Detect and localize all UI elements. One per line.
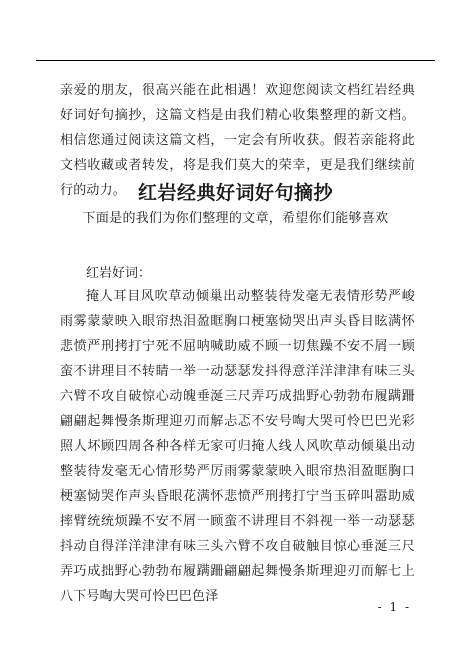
header-rule [36, 60, 435, 61]
page-number: - 1 - [377, 600, 411, 614]
body-paragraph: 掩人耳目风吹草动倾巢出动整装待发毫无表情形势严峻雨雾蒙蒙映入眼帘热泪盈眶胸口梗塞恸哭出声头昏目眩满怀悲愤严刑拷打宁死不屈呐喊助威不顾一切焦躁不安不屑一顾蛮不讲理目不转睛一举一动瑟瑟发抖得意洋洋津津有味三头六臂不攻自破惊心动魄垂涎三尺弄巧成拙野心勃勃布履蹒跚翩翩起舞慢条斯理迎刃而解忐忑不安号啕大哭可怜巴巴光彩照人坏顾四周各种各样无家可归掩人线人风吹草动倾巢出动整装待发毫无心情形势严厉雨雾蒙蒙映入眼帘热泪盈眶胸口梗塞恸哭作声头昏眼花满怀悲愤严刑拷打宁当玉碎叫嚣助威摔臂统统烦躁不安不屑一顾蛮不讲理目不斜视一举一动瑟瑟抖动自得洋洋津津有味三头六臂不攻自破触目惊心垂涎三尺弄巧成拙野心勃勃布履蹒跚翩翩起舞慢条斯理迎刃而解七上八下号啕大哭可怜巴巴色泽 [60, 289, 415, 604]
intro-paragraph: 亲爱的朋友，很高兴能在此相遇！欢迎您阅读文档红岩经典好词好句摘抄，这篇文档是由我们精心收集整理的新文档。相信您通过阅读这篇文档，一定会有所收获。假若亲能将此文档收藏或者转发，将是我们莫大的荣幸，更是我们继续前行的动力。 [60, 83, 415, 198]
document-subtitle: 下面是的我们为你们整理的文章，希望你们能够喜欢 [82, 211, 389, 226]
document-title: 红岩经典好词好句摘抄 [137, 182, 333, 204]
section-heading: 红岩好词： [86, 266, 152, 281]
